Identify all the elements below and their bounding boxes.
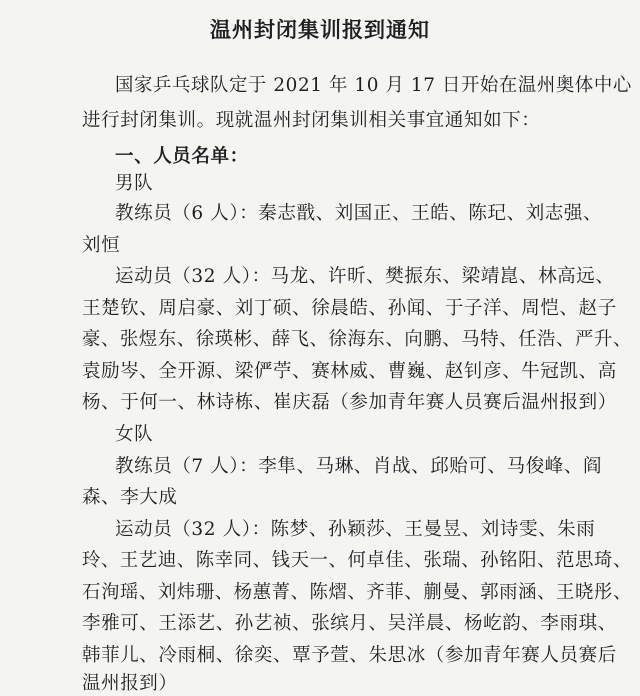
section-heading: 一、人员名单：	[115, 146, 249, 167]
team-label-women: 女队	[115, 424, 154, 445]
men-coaches-line: 教练员（6 人）：秦志戬、刘国正、王皓、陈玘、刘志强、	[115, 203, 603, 224]
men-players-line: 运动员（32 人）：马龙、许昕、樊振东、梁靖崑、林高远、	[115, 266, 615, 287]
men-players-line: 杨、于何一、林诗栋、崔庆磊（参加青年赛人员赛后温州报到）	[82, 392, 617, 413]
men-coaches-line: 刘恒	[82, 235, 121, 256]
women-coaches-line: 教练员（7 人）：李隼、马琳、肖战、邱贻可、马俊峰、阎	[115, 456, 603, 477]
women-players-line: 运动员（32 人）：陈梦、孙颖莎、王曼昱、刘诗雯、朱雨	[115, 519, 596, 540]
women-players-line: 石洵瑶、刘炜珊、杨蕙菁、陈熠、齐菲、蒯曼、郭雨涵、王晓彤、	[82, 582, 632, 603]
women-players-line: 玲、王艺迪、陈幸同、钱天一、何卓佳、张瑞、孙铭阳、范思琦、	[82, 550, 632, 571]
men-players-line: 豪、张煜东、徐瑛彬、薛飞、徐海东、向鹏、马特、任浩、严升、	[82, 329, 632, 350]
document-title: 温州封闭集训报到通知	[210, 18, 430, 42]
paragraph-line: 国家乒乓球队定于 2021 年 10 月 17 日开始在温州奥体中心	[115, 75, 632, 96]
women-players-line: 温州报到）	[82, 673, 178, 694]
men-players-line: 袁励岑、全开源、梁俨苧、赛林威、曹巍、赵钊彦、牛冠凯、高	[82, 361, 617, 382]
paragraph-line: 进行封闭集训。现就温州封闭集训相关事宜通知如下：	[82, 110, 541, 131]
men-players-line: 王楚钦、周启豪、刘丁硕、徐晨皓、孙闻、于子洋、周恺、赵子	[82, 298, 617, 319]
women-coaches-line: 森、李大成	[82, 487, 178, 508]
women-players-line: 韩菲儿、冷雨桐、徐奕、覃予萱、朱思冰（参加青年赛人员赛后	[82, 645, 617, 666]
team-label-men: 男队	[115, 173, 154, 194]
women-players-line: 李雅可、王添艺、孙艺祯、张缤月、吴洋晨、杨屹韵、李雨琪、	[82, 613, 617, 634]
